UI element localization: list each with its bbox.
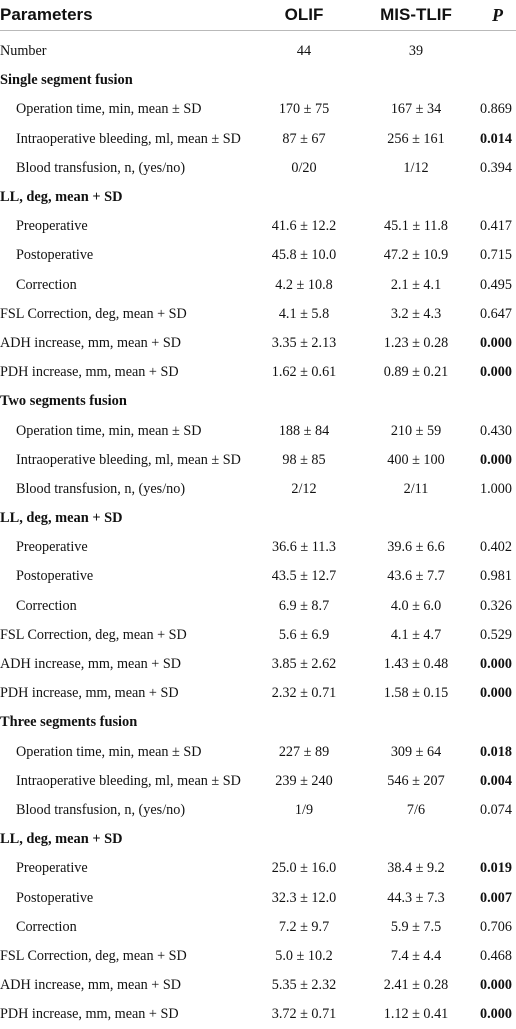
p-value-cell: 0.495	[480, 276, 512, 293]
p-value-cell: 0.019	[480, 860, 512, 877]
section-label: Single segment fusion	[0, 72, 133, 89]
table-body	[0, 37, 516, 1029]
mis-tlif-cell: 210 ± 59	[390, 422, 442, 439]
olif-cell: 3.35 ± 2.13	[271, 334, 337, 351]
section-heading	[0, 66, 516, 95]
p-value-cell: 0.000	[480, 451, 512, 468]
mis-tlif-cell: 2.1 ± 4.1	[390, 276, 442, 293]
section-label: LL, deg, mean + SD	[0, 510, 123, 527]
p-value-cell: 0.000	[480, 364, 512, 381]
parameter-cell: Correction	[16, 597, 77, 614]
table-row	[0, 562, 516, 591]
parameter-cell: ADH increase, mm, mean + SD	[0, 977, 181, 994]
p-value-cell: 0.417	[480, 218, 512, 235]
section-heading	[0, 504, 516, 533]
parameter-cell: ADH increase, mm, mean + SD	[0, 656, 181, 673]
table-row	[0, 971, 516, 1000]
p-value-cell: 0.000	[480, 656, 512, 673]
mis-tlif-cell: 1.58 ± 0.15	[383, 685, 449, 702]
olif-cell: 2.32 ± 0.71	[271, 685, 337, 702]
mis-tlif-cell: 43.6 ± 7.7	[387, 568, 445, 585]
table-row	[0, 446, 516, 475]
p-value-cell: 0.981	[480, 568, 512, 585]
olif-cell: 3.85 ± 2.62	[271, 656, 337, 673]
olif-cell: 4.2 ± 10.8	[275, 276, 333, 293]
table-row	[0, 796, 516, 825]
olif-cell: 3.72 ± 0.71	[271, 1006, 337, 1023]
olif-cell: 43.5 ± 12.7	[271, 568, 337, 585]
parameter-cell: Operation time, min, mean ± SD	[16, 743, 202, 760]
parameter-cell: Preoperative	[16, 860, 88, 877]
olif-cell: 87 ± 67	[282, 130, 326, 147]
olif-cell: 170 ± 75	[278, 101, 330, 118]
parameter-cell: Postoperative	[16, 247, 94, 264]
olif-cell: 44	[296, 43, 312, 60]
parameter-cell: FSL Correction, deg, mean + SD	[0, 305, 187, 322]
header-mis-tlif: MIS-TLIF	[380, 5, 452, 24]
mis-tlif-cell: 3.2 ± 4.3	[390, 305, 442, 322]
parameter-cell: Number	[0, 43, 47, 60]
p-value-cell: 0.402	[480, 539, 512, 556]
table-row	[0, 854, 516, 883]
section-label: LL, deg, mean + SD	[0, 189, 123, 206]
table-row	[0, 241, 516, 270]
mis-tlif-cell: 44.3 ± 7.3	[387, 889, 445, 906]
mis-tlif-cell: 4.1 ± 4.7	[390, 626, 442, 643]
parameter-cell: Postoperative	[16, 889, 94, 906]
parameter-cell: Intraoperative bleeding, ml, mean ± SD	[16, 772, 241, 789]
parameter-cell: ADH increase, mm, mean + SD	[0, 334, 181, 351]
section-heading	[0, 825, 516, 854]
section-heading	[0, 708, 516, 737]
p-value-cell: 0.014	[480, 130, 512, 147]
mis-tlif-cell: 39.6 ± 6.6	[387, 539, 445, 556]
table-row	[0, 271, 516, 300]
mis-tlif-cell: 45.1 ± 11.8	[383, 218, 448, 235]
p-value-cell: 0.000	[480, 685, 512, 702]
parameter-cell: PDH increase, mm, mean + SD	[0, 364, 179, 381]
mis-tlif-cell: 0.89 ± 0.21	[383, 364, 449, 381]
table-row	[0, 767, 516, 796]
p-value-cell: 0.000	[480, 977, 512, 994]
p-value-cell: 0.000	[480, 334, 512, 351]
parameter-cell: Blood transfusion, n, (yes/no)	[16, 480, 186, 497]
table-row	[0, 913, 516, 942]
table-row	[0, 883, 516, 912]
mis-tlif-cell: 2.41 ± 0.28	[383, 977, 449, 994]
olif-cell: 45.8 ± 10.0	[271, 247, 337, 264]
p-value-cell: 0.715	[480, 247, 512, 264]
olif-cell: 0/20	[291, 159, 317, 176]
parameter-cell: Blood transfusion, n, (yes/no)	[16, 159, 186, 176]
parameter-cell: Preoperative	[16, 218, 88, 235]
p-value-cell: 0.430	[480, 422, 512, 439]
mis-tlif-cell: 5.9 ± 7.5	[390, 918, 442, 935]
p-value-cell: 0.018	[480, 743, 512, 760]
olif-cell: 239 ± 240	[275, 772, 333, 789]
olif-cell: 32.3 ± 12.0	[271, 889, 337, 906]
p-value-cell: 0.468	[480, 947, 512, 964]
mis-tlif-cell: 1/12	[403, 159, 429, 176]
olif-cell: 227 ± 89	[278, 743, 330, 760]
mis-tlif-cell: 7.4 ± 4.4	[390, 947, 442, 964]
p-value-cell: 0.394	[480, 159, 512, 176]
p-value-cell: 0.074	[480, 801, 512, 818]
parameter-cell: Operation time, min, mean ± SD	[16, 422, 202, 439]
table-row	[0, 125, 516, 154]
mis-tlif-cell: 4.0 ± 6.0	[390, 597, 442, 614]
parameter-cell: PDH increase, mm, mean + SD	[0, 685, 179, 702]
mis-tlif-cell: 2/11	[403, 480, 429, 497]
olif-cell: 4.1 ± 5.8	[278, 305, 330, 322]
table-row	[0, 154, 516, 183]
mis-tlif-cell: 38.4 ± 9.2	[387, 860, 445, 877]
mis-tlif-cell: 546 ± 207	[387, 772, 445, 789]
mis-tlif-cell: 167 ± 34	[390, 101, 442, 118]
parameter-cell: Correction	[16, 276, 77, 293]
section-heading	[0, 183, 516, 212]
table-row	[0, 212, 516, 241]
header-divider	[0, 30, 516, 31]
p-value-cell: 0.869	[480, 101, 512, 118]
parameter-cell: Intraoperative bleeding, ml, mean ± SD	[16, 451, 241, 468]
olif-cell: 5.6 ± 6.9	[278, 626, 330, 643]
mis-tlif-cell: 39	[408, 43, 424, 60]
p-value-cell: 0.647	[480, 305, 512, 322]
table-header	[0, 0, 516, 30]
olif-cell: 7.2 ± 9.7	[278, 918, 330, 935]
table-row	[0, 679, 516, 708]
parameter-cell: FSL Correction, deg, mean + SD	[0, 947, 187, 964]
table-row	[0, 650, 516, 679]
mis-tlif-cell: 1.43 ± 0.48	[383, 656, 449, 673]
mis-tlif-cell: 1.23 ± 0.28	[383, 334, 449, 351]
mis-tlif-cell: 400 ± 100	[387, 451, 445, 468]
table-row	[0, 475, 516, 504]
table-row	[0, 592, 516, 621]
mis-tlif-cell: 256 ± 161	[387, 130, 445, 147]
olif-cell: 2/12	[291, 480, 317, 497]
parameter-cell: Postoperative	[16, 568, 94, 585]
parameter-cell: PDH increase, mm, mean + SD	[0, 1006, 179, 1023]
p-value-cell	[480, 37, 516, 66]
table-row	[0, 37, 516, 66]
parameter-cell: Blood transfusion, n, (yes/no)	[16, 801, 186, 818]
mis-tlif-cell: 1.12 ± 0.41	[383, 1006, 449, 1023]
olif-cell: 1/9	[294, 801, 314, 818]
section-label: Three segments fusion	[0, 714, 138, 731]
olif-cell: 25.0 ± 16.0	[271, 860, 337, 877]
section-label: LL, deg, mean + SD	[0, 831, 123, 848]
table-row	[0, 300, 516, 329]
table-row	[0, 738, 516, 767]
table-row	[0, 1000, 516, 1029]
table-row	[0, 329, 516, 358]
table-row	[0, 942, 516, 971]
olif-cell: 6.9 ± 8.7	[278, 597, 330, 614]
olif-cell: 41.6 ± 12.2	[271, 218, 337, 235]
p-value-cell: 0.007	[480, 889, 512, 906]
table-row	[0, 416, 516, 445]
table-row	[0, 621, 516, 650]
p-value-cell: 0.706	[480, 918, 512, 935]
mis-tlif-cell: 47.2 ± 10.9	[383, 247, 449, 264]
header-p-value: P	[492, 4, 503, 25]
olif-cell: 98 ± 85	[282, 451, 326, 468]
parameter-cell: Correction	[16, 918, 77, 935]
olif-cell: 5.35 ± 2.32	[271, 977, 337, 994]
table-row	[0, 533, 516, 562]
olif-cell: 1.62 ± 0.61	[271, 364, 337, 381]
p-value-cell: 1.000	[480, 480, 512, 497]
olif-cell: 36.6 ± 11.3	[271, 539, 336, 556]
table-row	[0, 358, 516, 387]
section-label: Two segments fusion	[0, 393, 127, 410]
p-value-cell: 0.000	[480, 1006, 512, 1023]
p-value-cell: 0.529	[480, 626, 512, 643]
parameter-cell: Preoperative	[16, 539, 88, 556]
p-value-cell: 0.326	[480, 597, 512, 614]
mis-tlif-cell: 7/6	[406, 801, 426, 818]
header-olif: OLIF	[284, 5, 324, 24]
table-row	[0, 95, 516, 124]
parameter-cell: Operation time, min, mean ± SD	[16, 101, 202, 118]
parameter-cell: Intraoperative bleeding, ml, mean ± SD	[16, 130, 241, 147]
parameter-cell: FSL Correction, deg, mean + SD	[0, 626, 187, 643]
header-parameters: Parameters	[0, 5, 93, 24]
section-heading	[0, 387, 516, 416]
p-value-cell: 0.004	[480, 772, 512, 789]
olif-cell: 5.0 ± 10.2	[275, 947, 333, 964]
olif-cell: 188 ± 84	[278, 422, 330, 439]
mis-tlif-cell: 309 ± 64	[390, 743, 442, 760]
